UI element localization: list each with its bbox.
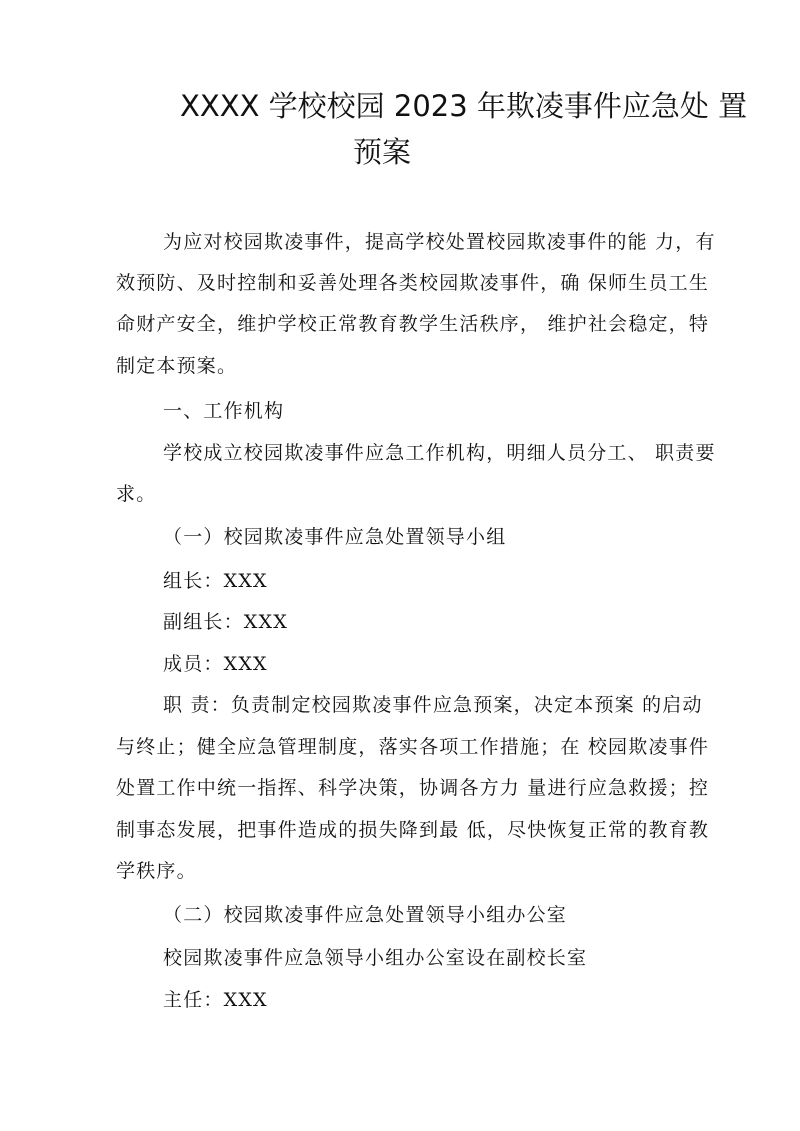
paragraph-line: 主任：XXX bbox=[163, 989, 268, 1011]
paragraph-line: 命财产安全，维护学校正常教育教学生活秩序， 维护社会稳定，特 bbox=[116, 313, 710, 335]
paragraph-line: 求。 bbox=[116, 483, 157, 505]
paragraph-line: 成员：XXX bbox=[163, 653, 268, 675]
paragraph-line: 为应对校园欺凌事件，提高学校处置校园欺凌事件的能 力，有 bbox=[163, 231, 716, 253]
document-title-line-2: 预案 bbox=[353, 135, 412, 169]
paragraph-line: 效预防、及时控制和妥善处理各类校园欺凌事件，确 保师生员工生 bbox=[116, 272, 710, 294]
paragraph-line: 学秩序。 bbox=[116, 860, 197, 882]
paragraph-line: 职 责：负责制定校园欺凌事件应急预案，决定本预案 的启动 bbox=[163, 694, 703, 716]
document-title-line-1: XXXX 学校校园 2023 年欺凌事件应急处 置 bbox=[180, 89, 748, 123]
section-heading: 一、工作机构 bbox=[163, 400, 285, 422]
paragraph-line: 学校成立校园欺凌事件应急工作机构，明细人员分工、 职责要 bbox=[163, 442, 716, 464]
paragraph-line: 制事态发展，把事件造成的损失降到最 低，尽快恢复正常的教育教 bbox=[116, 819, 710, 841]
paragraph-line: 制定本预案。 bbox=[116, 355, 238, 377]
paragraph-line: 校园欺凌事件应急领导小组办公室设在副校长室 bbox=[163, 947, 588, 969]
paragraph-line: 处置工作中统一指挥、科学决策，协调各方力 量进行应急救援；控 bbox=[116, 777, 710, 799]
paragraph-line: 与终止；健全应急管理制度，落实各项工作措施；在 校园欺凌事件 bbox=[116, 736, 710, 758]
subsection-heading: （一）校园欺凌事件应急处置领导小组 bbox=[163, 526, 507, 548]
subsection-heading: （二）校园欺凌事件应急处置领导小组办公室 bbox=[163, 904, 568, 926]
paragraph-line: 副组长：XXX bbox=[163, 611, 288, 633]
paragraph-line: 组长：XXX bbox=[163, 570, 268, 592]
